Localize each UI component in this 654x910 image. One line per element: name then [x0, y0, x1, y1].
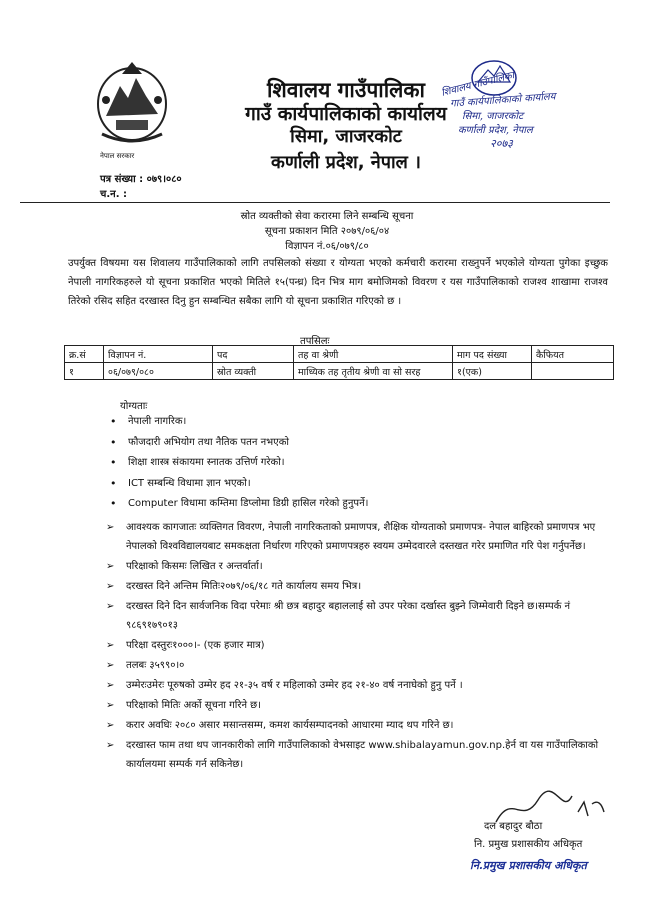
arrow-bullet-icon: ➢	[106, 740, 115, 751]
arrow-bullet-icon: ➢	[106, 561, 115, 572]
list-item: • नेपाली नागरिक।	[110, 415, 187, 428]
advertisement-number: विज्ञापन नं.०६/०७९/८०	[285, 241, 369, 252]
list-item: • ICT सम्बन्धि विधामा ज्ञान भएको।	[110, 476, 251, 490]
designation-stamp: नि.प्रमुख प्रशासकीय अधिकृत	[470, 859, 587, 872]
arrow-bullet-icon: ➢	[106, 680, 115, 691]
seal-line-3: सिमा, जाजरकोट	[462, 111, 524, 122]
letter-number: पत्र संख्या : ०७९।०८०	[100, 174, 182, 185]
list-item: • फौजदारी अभियोग तथा नैतिक पतन नभएको	[110, 435, 289, 449]
col-count: माग पद संख्या	[453, 346, 532, 363]
office-location: सिमा, जाजरकोट	[290, 126, 402, 147]
list-item: ➢ परिक्षाको किसमः लिखित र अन्तर्वार्ता।	[104, 557, 614, 576]
cell-count: १(एक)	[453, 363, 532, 380]
office-seal	[440, 58, 560, 158]
signatory-title: नि. प्रमुख प्रशासकीय अधिकृत	[474, 839, 583, 850]
arrow-bullet-icon: ➢	[106, 660, 115, 671]
arrow-bullet-icon: ➢	[106, 522, 115, 533]
notice-intro: उपर्युक्त विषयमा यस शिवालय गाउँपालिकाको लागि तपसिलको संख्या र योग्यता भएको कर्मचारी करारमा राख्नुपर्ने भएकोले योग्यता पुगेका इच्छुक नेपाली नागरिकहरुले यो सूचना प्रकाशित भएको मितिले १५(पन्ध्र) दिन भित्र माग बमोजिमको विवरण र यस गाउँपालिकाको राजश्व शाखामा राजश्व तिरेको रसिद सहित दरखास्त दिनु हुन सम्बन्धित सबैका लागि यो सूचना प्रकाशित गरिएको छ ।	[68, 258, 608, 307]
office-name: शिवालय गाउँपालिका	[267, 78, 425, 102]
table-row	[65, 363, 614, 380]
list-item: ➢ दरखस्त दिने अन्तिम मितिः२०७९/०६/१८ गते कार्यालय समय भित्र।	[104, 577, 614, 596]
bullet-icon: •	[110, 456, 117, 469]
seal-line-1: शिवालय गाउँपालिका	[440, 70, 516, 99]
cell-advert-no: ०६/०७९/०८०	[104, 363, 213, 380]
col-remarks: कैफियत	[532, 346, 614, 363]
conditions-list	[104, 518, 614, 775]
office-province: कर्णाली प्रदेश, नेपाल ।	[271, 152, 421, 173]
position-table	[64, 345, 614, 380]
list-item: ➢ तलबः ३५९९०।०	[104, 656, 614, 675]
bullet-icon: •	[110, 435, 117, 449]
signatory-name: दल बहादुर बौठा	[484, 821, 543, 832]
bullet-icon: •	[110, 415, 117, 428]
list-item: ➢ उम्मेरःउमेरः पूरुषको उम्मेर हद २१-३५ वर्ष र महिलाको उम्मेर हद २१-४० वर्ष ननाघेको हुनु पर्ने ।	[104, 676, 614, 695]
reference-block	[100, 172, 182, 202]
list-item: ➢ दरखास्त फाम तथा थप जानकारीको लागि गाउँपालिकाको वेभसाइट www.shibalayamun.gov.np.हेर्न वा यस गाउँपालिकाको कार्यालयमा सम्पर्क गर्न सकिनेछ।	[104, 736, 614, 774]
list-item: ➢ आवश्यक कागजातः व्यक्तिगत विवरण, नेपाली नागरिकताको प्रमाणपत्र, शैक्षिक योग्यताको प्रमाणपत्र- नेपाल बाहिरको प्रमाणपत्र भए नेपालको विश्वविद्यालयबाट समकक्षता निर्धारण गरिएको प्रमाणपत्रहरु स्वयम उम्मेदवारले दस्तखत गरेर प्रमाणित गरि पेश गर्नुपर्नेछ।	[104, 518, 614, 556]
list-item: • शिक्षा शास्त्र संकायमा स्नातक उत्तिर्ण गरेको।	[110, 456, 285, 469]
cell-level: माध्यिक तह तृतीय श्रेणी वा सो सरह	[294, 363, 453, 380]
list-item: ➢ करार अवधिः २०८० असार मसान्तसम्म, कमश कार्यसम्पादनको आधारमा म्याद थप गरिने छ।	[104, 716, 614, 735]
col-level: तह वा श्रेणी	[294, 346, 453, 363]
notice-date: सूचना प्रकाशन मिति २०७९/०६/०४	[264, 226, 390, 237]
list-item: ➢ परिक्षा दस्तुरः१०००।- (एक हजार मात्र)	[104, 636, 614, 655]
qualifications-list	[104, 415, 368, 518]
qualifications-title: योग्यताः	[120, 401, 148, 412]
list-item: • Computer विधामा कम्तिमा डिप्लोमा डिग्री हासिल गरेको हुनुपर्ने।	[110, 497, 369, 510]
notice-title: स्रोत व्यक्तीको सेवा करारमा लिने सम्बन्धि सूचना	[240, 211, 414, 222]
bullet-icon: •	[110, 497, 117, 510]
list-item: ➢ दरखस्त दिने दिन सार्वजनिक विदा परेमाः श्री छत्र बहादुर बहाललाई सो उपर परेका दर्खास्त बुझ्ने जिम्मेवारी दिइने छ।सम्पर्क नं ९८६९१७९०१३	[104, 597, 614, 635]
nepal-government-emblem	[92, 56, 172, 154]
office-subtitle: गाउँ कार्यपालिकाको कार्यालय	[245, 103, 447, 125]
details-label: तपसिलः	[300, 336, 330, 347]
header-divider	[20, 202, 610, 203]
cell-remarks	[532, 363, 614, 380]
bullet-icon: •	[110, 476, 117, 490]
seal-line-4: कर्णाली प्रदेश, नेपाल	[458, 125, 533, 136]
arrow-bullet-icon: ➢	[106, 581, 115, 592]
col-advert-no: विज्ञापन नं.	[104, 346, 213, 363]
seal-line-2: गाउँ कार्यपालिकाको कार्यालय	[449, 91, 556, 110]
arrow-bullet-icon: ➢	[106, 700, 115, 711]
table-header-row	[65, 346, 614, 363]
seal-year: २०७३	[490, 137, 513, 150]
cell-post: स्रोत व्यक्ती	[213, 363, 294, 380]
col-post: पद	[213, 346, 294, 363]
arrow-bullet-icon: ➢	[106, 601, 115, 612]
arrow-bullet-icon: ➢	[106, 640, 115, 651]
emblem-caption: नेपाल सरकार	[100, 152, 135, 160]
arrow-bullet-icon: ➢	[106, 720, 115, 731]
cell-serial: १	[65, 363, 104, 380]
list-item: ➢ परिक्षाको मितिः अर्को सूचना गरिने छ।	[104, 696, 614, 715]
col-serial: क्र.सं	[65, 346, 104, 363]
dispatch-number: च.न. :	[100, 189, 127, 200]
